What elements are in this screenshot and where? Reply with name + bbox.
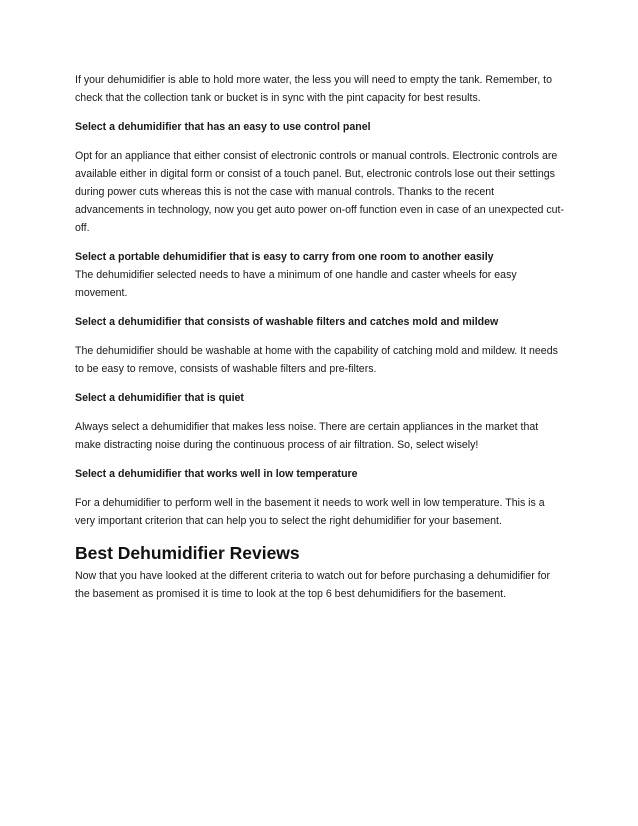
intro-paragraph: If your dehumidifier is able to hold more water, the less you will need to empty the tank. Remember, to check that the collection tank or bucket is in sync with the pint capacity for best results. xyxy=(75,74,552,104)
section-heading-portable: Select a portable dehumidifier that is easy to carry from one room to another easily xyxy=(75,251,494,263)
section-body-quiet: Always select a dehumidifier that makes less noise. There are certain appliances in the market that make distracting noise during the continuous process of air filtration. So, select wisely! xyxy=(75,421,539,451)
section-heading-washable-filters: Select a dehumidifier that consists of washable filters and catches mold and mildew xyxy=(75,316,499,328)
document-page xyxy=(75,71,565,603)
section-body-control-panel: Opt for an appliance that either consist of electronic controls or manual controls. Electronic controls are available either in digital form or consist of a touch panel. But, electronic controls lose out their settings during power cuts whereas this is not the case with manual controls. Thanks to the recent advancements in technology, now you get auto power on-off function even in case of an unexpected cut-off. xyxy=(75,150,565,234)
section-body-portable: The dehumidifier selected needs to have a minimum of one handle and caster wheels for easy movement. xyxy=(75,269,517,299)
reviews-title: Best Dehumidifier Reviews xyxy=(75,543,300,563)
section-body-washable-filters: The dehumidifier should be washable at home with the capability of catching mold and mildew. It needs to be easy to remove, consists of washable filters and pre-filters. xyxy=(75,345,558,375)
section-heading-quiet: Select a dehumidifier that is quiet xyxy=(75,392,244,404)
reviews-intro-paragraph: Now that you have looked at the different criteria to watch out for before purchasing a dehumidifier for the basement as promised it is time to look at the top 6 best dehumidifiers for the basement. xyxy=(75,570,551,600)
section-body-low-temperature: For a dehumidifier to perform well in the basement it needs to work well in low temperature. This is a very important criterion that can help you to select the right dehumidifier for your basement. xyxy=(75,497,545,527)
section-heading-control-panel: Select a dehumidifier that has an easy to use control panel xyxy=(75,121,371,133)
section-heading-low-temperature: Select a dehumidifier that works well in low temperature xyxy=(75,468,358,480)
